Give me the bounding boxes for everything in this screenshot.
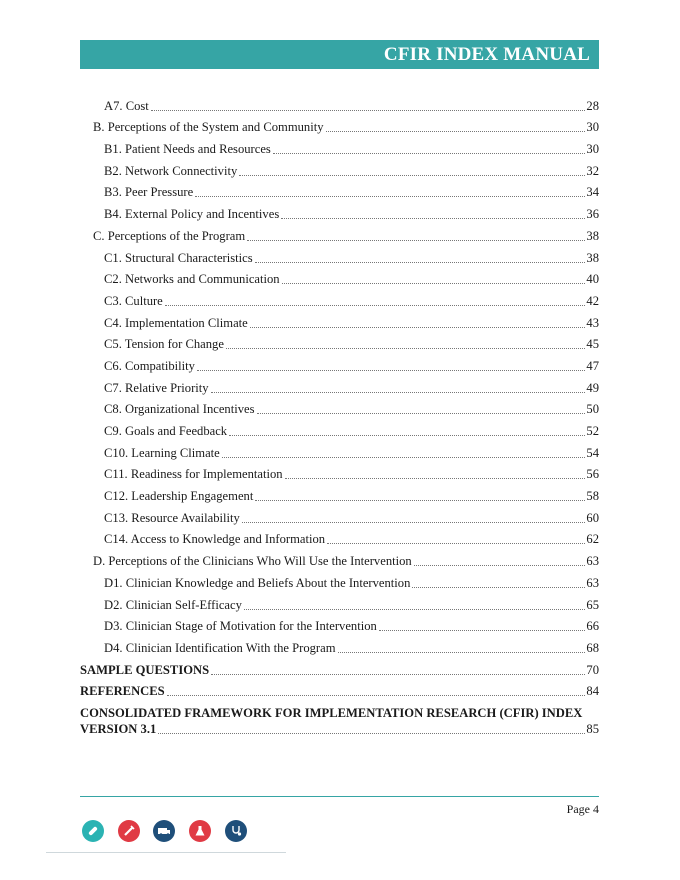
toc-leader [327,532,585,544]
toc-entry[interactable] [80,244,599,266]
toc-entry[interactable] [80,591,599,613]
toc-leader [282,272,585,284]
toc-entry-page: 43 [586,315,599,330]
toc-entry-page: 62 [586,532,599,547]
table-of-contents [80,92,599,737]
toc-entry[interactable] [80,699,599,737]
ambulance-icon [153,820,175,842]
toc-entry[interactable] [80,482,599,504]
toc-entry-label: C12. Leadership Engagement [104,489,254,504]
toc-entry-label: C6. Compatibility [104,358,195,373]
toc-entry-label: B2. Network Connectivity [104,163,238,178]
toc-leader [257,402,586,414]
toc-entry[interactable] [80,613,599,635]
toc-entry[interactable] [80,287,599,309]
toc-entry[interactable] [80,678,599,700]
toc-entry-page: 65 [586,597,599,612]
toc-leader [379,619,585,631]
toc-entry[interactable] [80,200,599,222]
page-number: Page 4 [566,802,599,816]
toc-leader [255,251,585,263]
toc-entry-label: B3. Peer Pressure [104,185,194,200]
toc-leader [158,722,585,734]
toc-entry-page: 63 [586,575,599,590]
toc-leader [326,120,585,132]
toc-entry-page: 56 [586,467,599,482]
toc-leader [239,164,585,176]
toc-entry[interactable] [80,309,599,331]
toc-entry-page: 42 [586,293,599,308]
toc-entry-label: C11. Readiness for Implementation [104,467,283,482]
toc-entry-page: 63 [586,554,599,569]
toc-entry-page: 66 [586,619,599,634]
toc-entry[interactable] [80,331,599,353]
toc-leader [255,489,585,501]
toc-entry-page: 85 [586,722,599,737]
toc-leader [285,467,585,479]
toc-leader [247,229,585,241]
pill-icon [82,820,104,842]
toc-entry[interactable] [80,504,599,526]
toc-leader [281,207,585,219]
toc-entry-label: C13. Resource Availability [104,510,240,525]
toc-entry-page: 68 [586,640,599,655]
toc-entry-label: REFERENCES [80,684,165,699]
toc-entry[interactable] [80,179,599,201]
toc-entry[interactable] [80,92,599,114]
toc-entry[interactable] [80,222,599,244]
toc-entry-label: A7. Cost [104,98,149,113]
toc-entry-page: 34 [586,185,599,200]
toc-leader [338,641,586,653]
flask-icon [189,820,211,842]
toc-leader [151,99,585,111]
footer-icon-strip [46,812,286,853]
toc-entry-page: 60 [586,510,599,525]
toc-entry[interactable] [80,396,599,418]
toc-leader [167,684,585,696]
toc-entry[interactable] [80,157,599,179]
toc-entry-page: 28 [586,98,599,113]
toc-entry-label: SAMPLE QUESTIONS [80,662,210,677]
toc-entry-label: D4. Clinician Identification With the Program [104,640,336,655]
syringe-icon [118,820,140,842]
toc-entry-label: D. Perceptions of the Clinicians Who Will Use the Intervention [93,554,412,569]
toc-leader [211,663,585,675]
toc-entry-label: C14. Access to Knowledge and Information [104,532,326,547]
toc-entry-page: 70 [586,662,599,677]
toc-entry-page: 38 [586,250,599,265]
toc-entry-label: C4. Implementation Climate [104,315,248,330]
footer-rule [80,796,599,797]
toc-leader [242,511,585,523]
toc-entry-label: C8. Organizational Incentives [104,402,255,417]
toc-leader [250,316,585,328]
toc-entry-page: 49 [586,380,599,395]
toc-leader [226,337,585,349]
toc-entry-page: 47 [586,358,599,373]
toc-entry[interactable] [80,656,599,678]
toc-entry[interactable] [80,135,599,157]
toc-leader [244,598,585,610]
page-title: CFIR INDEX MANUAL [383,44,590,65]
toc-entry[interactable] [80,374,599,396]
toc-entry-label: B1. Patient Needs and Resources [104,142,271,157]
toc-entry-label: C10. Learning Climate [104,445,220,460]
toc-leader [414,554,585,566]
toc-entry-page: 30 [586,120,599,135]
toc-entry[interactable] [80,547,599,569]
toc-leader [165,294,585,306]
toc-entry-label: CONSOLIDATED FRAMEWORK FOR IMPLEMENTATION RESEARCH (CFIR) INDEX [80,706,583,721]
toc-entry-page: 52 [586,424,599,438]
toc-entry-page: 84 [586,684,599,699]
header-bar [80,40,599,69]
toc-entry[interactable] [80,352,599,374]
toc-entry[interactable] [80,569,599,591]
toc-entry-label: C. Perceptions of the Program [93,228,246,243]
toc-entry-page: 54 [586,445,599,460]
toc-entry-label: C9. Goals and Feedback [104,424,228,438]
toc-entry-label: D1. Clinician Knowledge and Beliefs About the Intervention [104,575,411,590]
toc-entry-page: 36 [586,207,599,222]
toc-entry[interactable] [80,634,599,656]
toc-entry-label: B4. External Policy and Incentives [104,207,280,222]
toc-entry[interactable] [80,461,599,483]
toc-leader [195,185,585,197]
toc-leader [229,424,585,436]
toc-entry-label: C1. Structural Characteristics [104,250,253,265]
toc-entry-label: C3. Culture [104,293,163,308]
toc-entry-label: D3. Clinician Stage of Motivation for the Intervention [104,619,377,634]
toc-entry[interactable] [80,114,599,136]
toc-leader [412,576,585,588]
toc-entry-page: 40 [586,272,599,287]
toc-entry-page: 30 [586,142,599,157]
toc-entry[interactable] [80,417,599,439]
toc-leader [197,359,585,371]
toc-entry-label: C2. Networks and Communication [104,272,280,287]
toc-entry-label: VERSION 3.1 [80,722,157,737]
toc-entry-label: C7. Relative Priority [104,380,209,395]
toc-entry-label: C5. Tension for Change [104,337,224,352]
toc-entry[interactable] [80,526,599,548]
toc-leader [222,446,585,458]
stethoscope-icon [225,820,247,842]
toc-entry-label: B. Perceptions of the System and Community [93,120,324,135]
toc-entry[interactable] [80,266,599,288]
toc-entry-page: 50 [586,402,599,417]
toc-leader [273,142,585,154]
toc-entry-page: 38 [586,228,599,243]
toc-entry-page: 45 [586,337,599,352]
toc-leader [211,381,585,393]
toc-entry-label: D2. Clinician Self-Efficacy [104,597,242,612]
toc-entry-page: 58 [586,489,599,504]
toc-entry[interactable] [80,439,599,461]
toc-entry-page: 32 [586,163,599,178]
